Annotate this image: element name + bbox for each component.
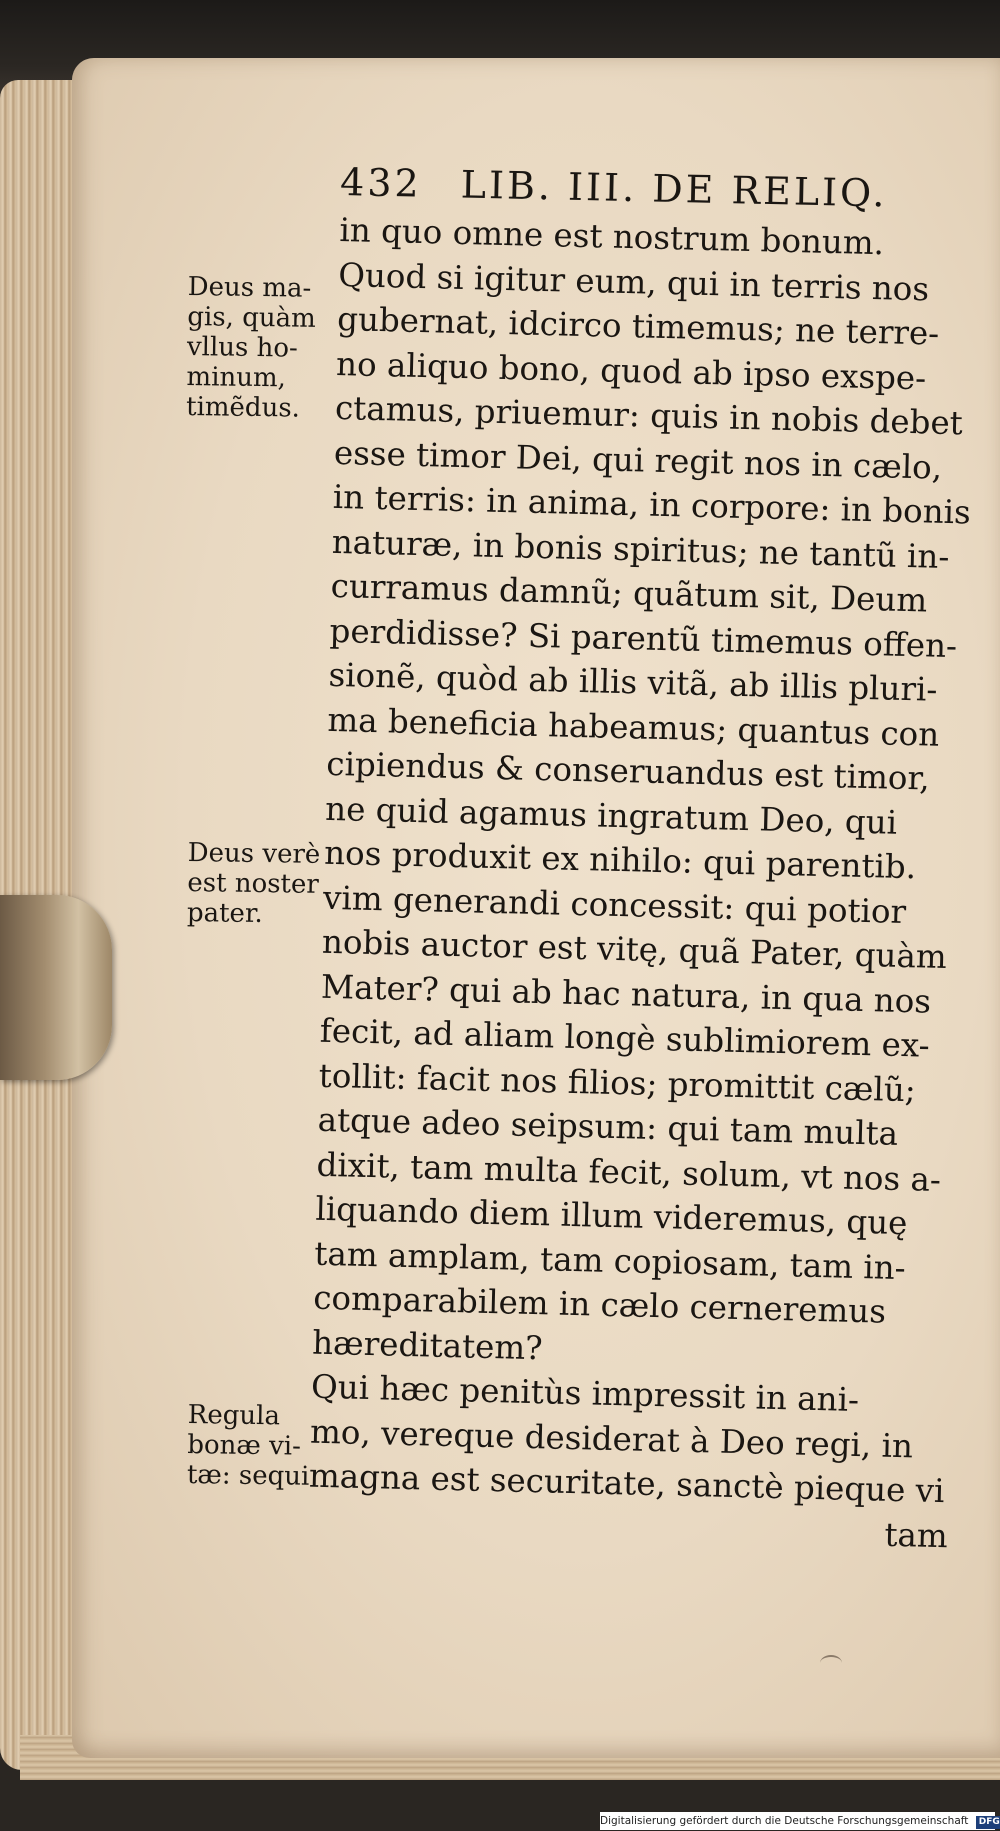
text-line: ctamus, priuemur: quis in nobis debet bbox=[334, 388, 964, 443]
text-line: Mater? qui ab hac natura, in qua nos bbox=[320, 967, 932, 1021]
text-line: cipiendus & conseruandus est timor, bbox=[325, 744, 931, 798]
margin-note-line: tæ: sequi bbox=[186, 1459, 310, 1492]
text-line: esse timor Dei, qui regit nos in cælo, bbox=[333, 433, 943, 487]
margin-note-line: pater. bbox=[186, 897, 263, 930]
text-line: magna est securitate, sanctè pieque vi bbox=[308, 1456, 945, 1511]
text-line: gubernat, idcirco timemus; ne terre- bbox=[336, 299, 940, 353]
margin-note-line: Deus ma- bbox=[187, 272, 312, 304]
text-line: Qui hæc penitùs impressit in ani- bbox=[310, 1367, 860, 1420]
dfg-logo: DFG bbox=[976, 1816, 1000, 1829]
credit-text: Digitalisierung gefördert durch die Deutsche Forschungsgemeinschaft bbox=[600, 1815, 969, 1827]
margin-note-line: Deus verè bbox=[187, 838, 321, 870]
text-line: fecit, ad aliam longè sublimiorem ex- bbox=[319, 1011, 931, 1065]
body-text bbox=[307, 208, 979, 1558]
text-line: atque adeo seipsum: qui tam multa bbox=[317, 1100, 899, 1153]
running-head-title: LIB. III. DE RELIQ. bbox=[460, 162, 888, 216]
margin-note-line: vllus ho- bbox=[186, 331, 299, 364]
margin-note-line: Regula bbox=[187, 1400, 281, 1432]
text-line: ma beneficia habeamus; quantus con bbox=[327, 700, 940, 754]
margin-note bbox=[186, 272, 348, 424]
funding-credit bbox=[600, 1812, 1000, 1830]
margin-note-line: gis, quàm bbox=[187, 301, 316, 334]
text-line: Quod si igitur eum, qui in terris nos bbox=[337, 255, 930, 308]
text-line: ne quid agamus ingratum Deo, qui bbox=[324, 789, 898, 842]
page-number: 432 bbox=[339, 160, 423, 206]
text-line: tollit: facit nos filios; promittit cælũ; bbox=[318, 1056, 917, 1109]
text-line: curramus damnũ; quãtum sit, Deum bbox=[330, 566, 928, 620]
text-line: dixit, tam multa fecit, solum, vt nos a- bbox=[316, 1145, 942, 1199]
margin-note-line: est noster bbox=[187, 867, 320, 900]
text-line: nobis auctor est vitę, quã Pater, quàm bbox=[321, 922, 948, 977]
text-line: perdidisse? Si parentũ timemus offen- bbox=[329, 611, 958, 665]
text-line: in terris: in anima, in corpore: in bonis bbox=[332, 477, 972, 532]
margin-note bbox=[187, 838, 348, 930]
ink-mark bbox=[820, 1655, 842, 1671]
text-line: sionẽ, quòd ab illis vitã, ab illis pluri- bbox=[328, 655, 938, 709]
text-line: no aliquo bono, quod ab ipso exspe- bbox=[335, 344, 927, 397]
book-clasp bbox=[0, 895, 112, 1080]
margin-note-line: bonæ vi- bbox=[187, 1429, 302, 1462]
text-line: in quo omne est nostrum bonum. bbox=[338, 210, 885, 263]
text-line: naturæ, in bonis spiritus; ne tantũ in- bbox=[331, 522, 950, 576]
text-line: vim generandi concessit: qui potior bbox=[322, 878, 907, 931]
catchword: tam bbox=[884, 1515, 949, 1555]
text-line: tam amplam, tam copiosam, tam in- bbox=[313, 1234, 907, 1287]
text-line: mo, vereque desiderat à Deo regi, in bbox=[309, 1412, 914, 1465]
text-line: hæreditatem? bbox=[311, 1323, 544, 1367]
text-line: liquando diem illum videremus, quę bbox=[315, 1189, 908, 1243]
margin-note-line: timẽdus. bbox=[185, 391, 301, 424]
margin-note bbox=[187, 1400, 348, 1492]
text-line: comparabilem in cælo cerneremus bbox=[312, 1278, 887, 1331]
text-line: nos produxit ex nihilo: qui parentib. bbox=[323, 833, 917, 887]
margin-note-line: minum, bbox=[186, 361, 287, 394]
